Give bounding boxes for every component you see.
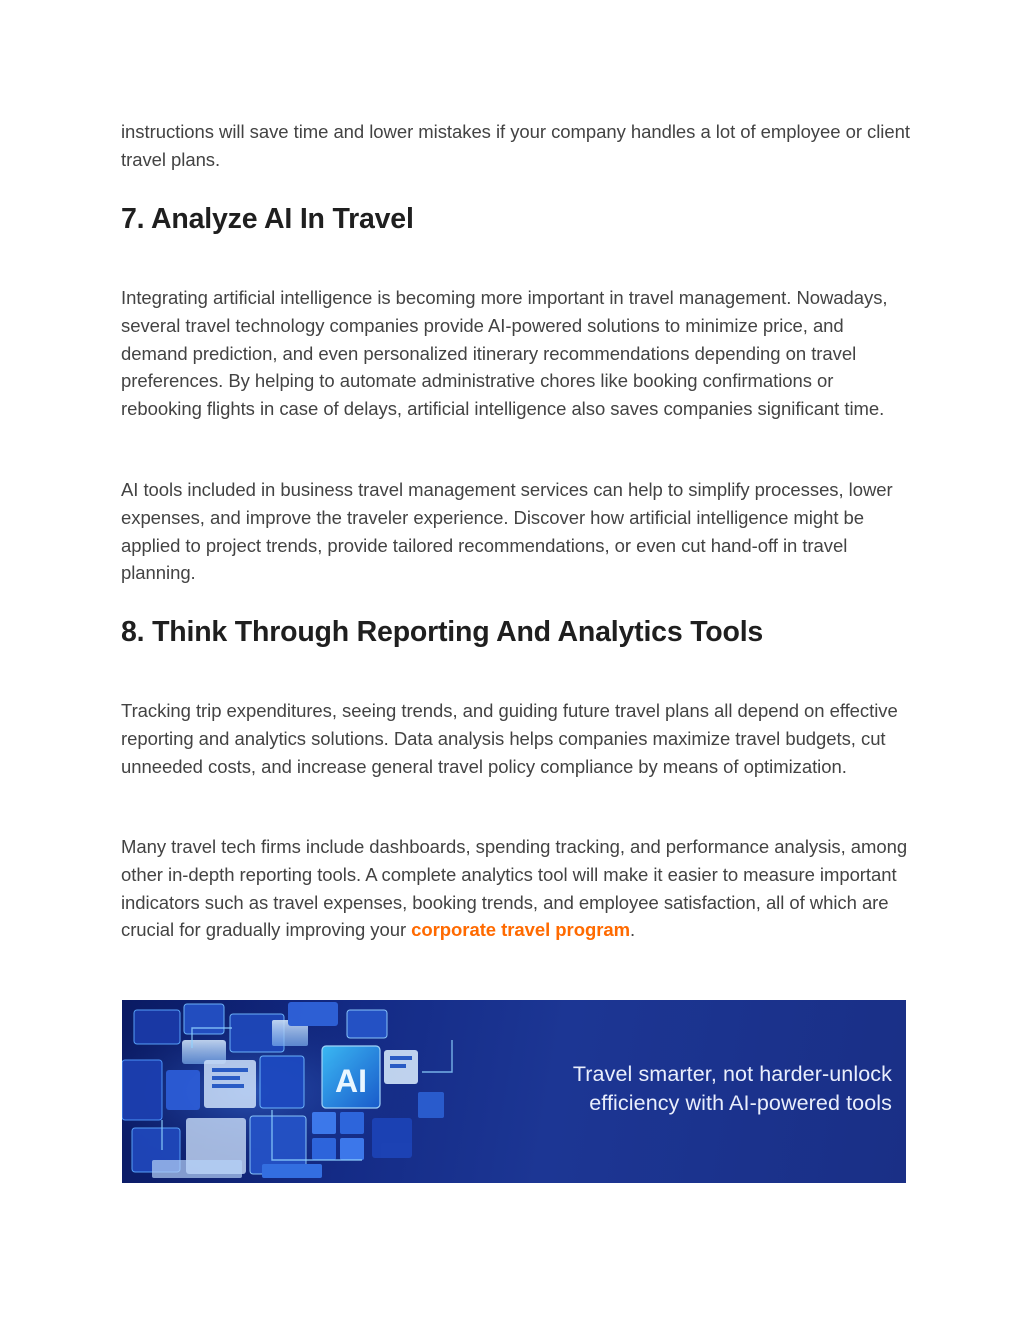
section-8-paragraph-1-block [121, 697, 911, 780]
section-8-paragraph-2 [121, 833, 911, 944]
ai-label: AI [335, 1063, 367, 1099]
banner-caption-line-1: Travel smarter, not harder-unlock [572, 1062, 892, 1086]
section-7-paragraph-2: AI tools included in business travel management services can help to simplify processes, lower expenses, and improve the traveler experience. Discover how artificial intelligence might be applied to project trends, provide tailored recommendations, or even cut hand-off in travel planning. [121, 479, 893, 584]
section-8-paragraph-2-block [121, 833, 911, 944]
banner-caption [462, 1060, 892, 1118]
intro-paragraph: instructions will save time and lower mistakes if your company handles a lot of employee or client travel plans. [121, 121, 910, 170]
paragraph-2-text-before-link: Many travel tech firms include dashboards, spending tracking, and performance analysis, among other in-depth reporting tools. A complete analytics tool will make it easier to measure important indicators such as travel expenses, booking trends, and employee satisfaction, all of which are crucial for gradually improving your [121, 836, 908, 941]
section-7-paragraph-1-block [121, 284, 911, 423]
section-7-heading: 7. Analyze AI In Travel [121, 203, 414, 235]
section-7-heading-block [121, 201, 911, 237]
paragraph-2-text-after-link: . [630, 919, 636, 941]
section-8-heading-block [121, 614, 911, 650]
banner-caption-line-2: efficiency with AI-powered tools [589, 1091, 892, 1115]
intro-block [121, 118, 911, 174]
section-7-paragraph-2-block [121, 476, 911, 587]
section-8-heading: 8. Think Through Reporting And Analytics Tools [121, 616, 764, 648]
section-7-paragraph-1: Integrating artificial intelligence is becoming more important in travel management. Nowadays, several travel technology companies provide AI-powered solutions to minimize price, and demand prediction, and even personalized itinerary recommendations depending on travel preferences. By helping to automate administrative chores like booking confirmations or rebooking flights in case of delays, artificial intelligence also saves companies significant time. [121, 287, 888, 420]
corporate-travel-program-link[interactable]: corporate travel program [411, 919, 630, 941]
section-8-paragraph-1: Tracking trip expenditures, seeing trends, and guiding future travel plans all depend on effective reporting and analytics solutions. Data analysis helps companies maximize travel budgets, cut unneeded costs, and increase general travel policy compliance by means of optimization. [121, 700, 898, 777]
ai-travel-banner-image [122, 1000, 906, 1183]
